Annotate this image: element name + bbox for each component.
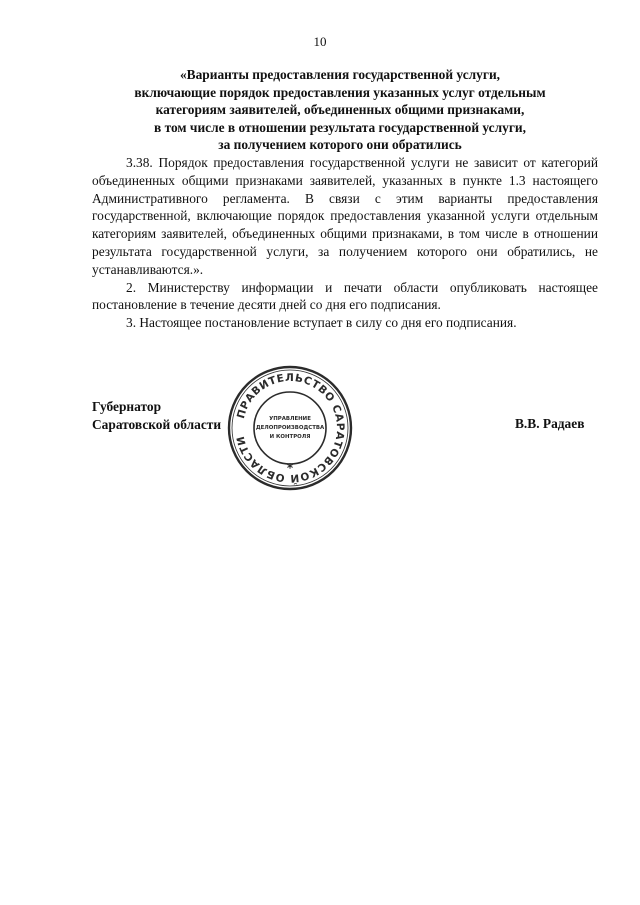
paragraph-item-2: 2. Министерству информации и печати области опубликовать настоящее постановление в течение десяти дней со дня его подписания. [92,279,598,313]
signature-title-line-2: Саратовской области [92,417,222,432]
heading-line-2: включающие порядок предоставления указанных услуг отдельным [134,84,546,100]
seal-outer-text-path: ПРАВИТЕЛЬСТВО САРАТОВСКОЙ ОБЛАСТИ [234,371,347,485]
document-body [92,154,598,332]
section-heading [82,66,598,154]
heading-line-3: категориям заявителей, объединенных общими признаками, [155,102,525,118]
paragraph-3-38: 3.38. Порядок предоставления государственной услуги не зависит от категорий объединенных общими признаками заявителей, указанных в пункте 1.3 настоящего Административного регламента. В связи с этим варианты предоставления государственной, включающие порядок предоставления указанной услуги отдельным категориям заявителей, объединенных общими признаками, в том числе в отношении результата государственной услуги, за получением которого они обратились, не устанавливаются.». [92,155,598,277]
seal-inner-line-2: ДЕЛОПРОИЗВОДСТВА [255,425,325,431]
signature-name: В.В. Радаев [515,416,585,431]
heading-line-5: за получением которого они обратились [218,137,462,153]
heading-line-4: в том числе в отношении результата государственной услуги, [154,119,526,135]
page-number: 10 [313,34,327,49]
seal-star-icon: * [286,461,294,475]
seal-inner-line-3: И КОНТРОЛЯ [269,434,311,440]
seal-inner-line-1: УПРАВЛЕНИЕ [269,416,311,422]
paragraph-item-3: 3. Настоящее постановление вступает в силу со дня его подписания. [126,315,517,331]
seal-graphic [226,364,354,492]
signature-title-line-1: Губернатор [92,399,162,414]
signature-title [92,398,221,434]
heading-line-1: «Варианты предоставления государственной услуги, [179,67,501,82]
official-seal-stamp [226,364,354,492]
